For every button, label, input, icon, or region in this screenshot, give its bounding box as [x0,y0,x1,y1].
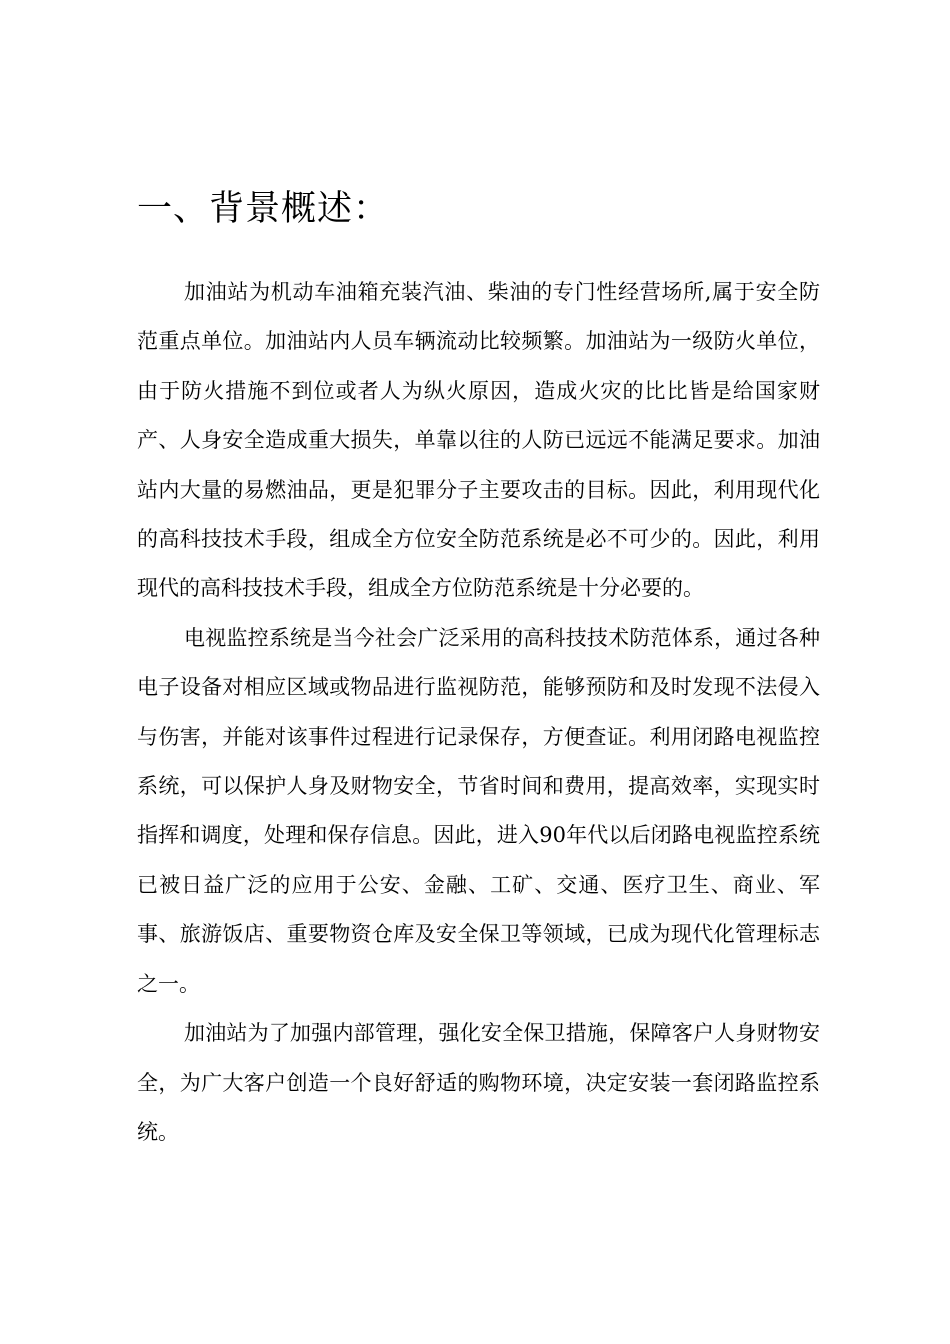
section-heading: 一、背景概述： [137,189,390,229]
paragraph-installation: 加油站为了加强内部管理，强化安全保卫措施，保障客户人身财物安全，为广大客户创造一个良好舒适的购物环境，决定安装一套闭路监控系统。 [137,1021,820,1144]
body-text [137,268,820,1157]
paragraph-cctv-system: 电视监控系统是当今社会广泛采用的高科技技术防范体系，通过各种电子设备对相应区域或物品进行监视防范，能够预防和及时发现不法侵入与伤害，并能对该事件过程进行记录保存，方便查证。利用闭路电视监控系统，可以保护人身及财物安全，节省时间和费用，提高效率，实现实时指挥和调度，处理和保存信息。因此，进入90年代以后闭路电视监控系统已被日益广泛的应用于公安、金融、工矿、交通、医疗卫生、商业、军事、旅游饭店、重要物资仓库及安全保卫等领域，已成为现代化管理标志之一。 [137,625,820,996]
paragraph-background: 加油站为机动车油箱充装汽油、柴油的专门性经营场所,属于安全防范重点单位。加油站内人员车辆流动比较频繁。加油站为一级防火单位，由于防火措施不到位或者人为纵火原因，造成火灾的比比皆是给国家财产、人身安全造成重大损失，单靠以往的人防已远远不能满足要求。加油站内大量的易燃油品，更是犯罪分子主要攻击的目标。因此，利用现代化的高科技技术手段，组成全方位安全防范系统是必不可少的。因此，利用现代的高科技技术手段，组成全方位防范系统是十分必要的。 [137,280,820,601]
